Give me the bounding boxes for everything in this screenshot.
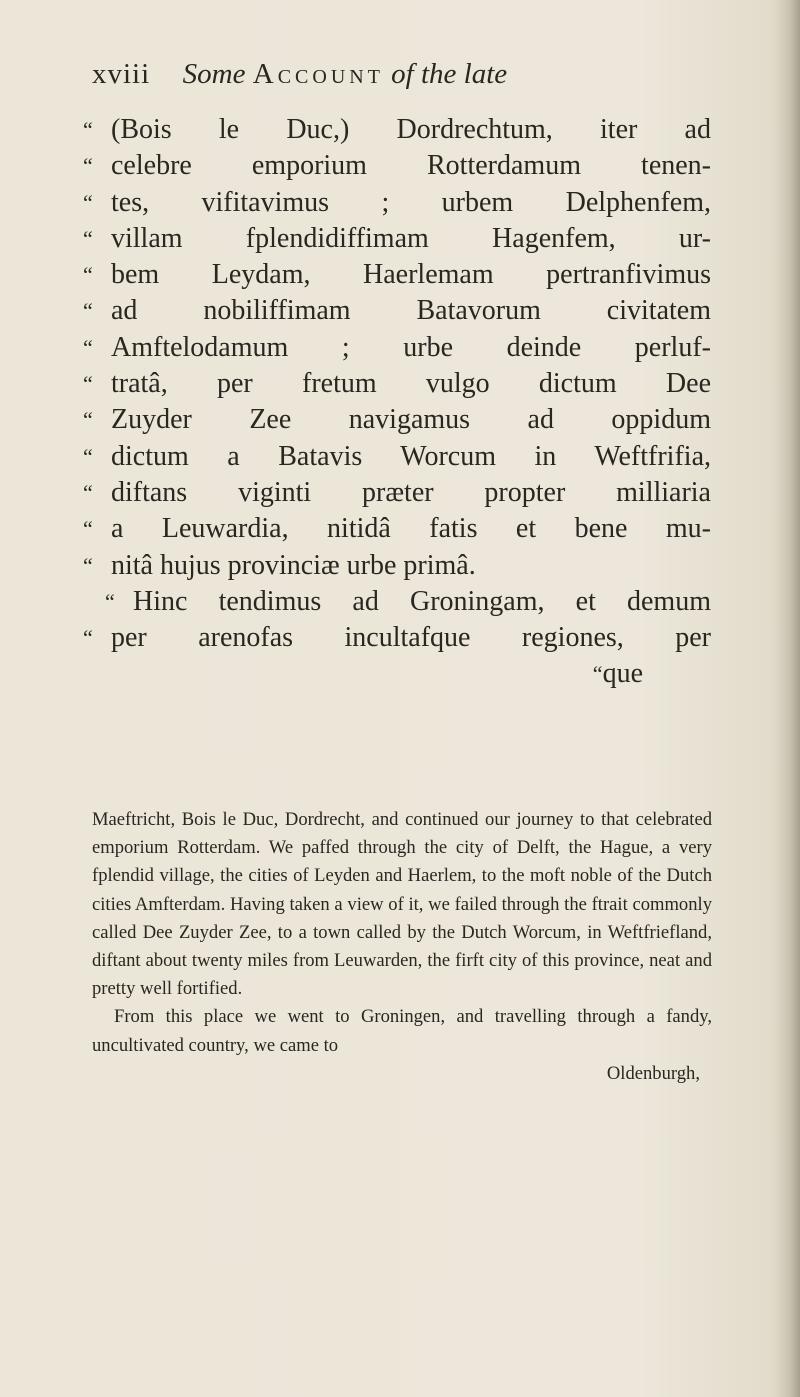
latin-line-text: celebre emporium Rotterdamum tenen-: [111, 150, 711, 182]
latin-line: [83, 148, 723, 184]
quote-mark: “: [83, 516, 93, 542]
latin-catchword-line: [83, 656, 723, 692]
latin-line-text: villam fplendidiffimam Hagenfem, ur-: [111, 222, 711, 254]
latin-line-text: Zuyder Zee navigamus ad oppidum: [111, 404, 711, 436]
latin-line: [83, 439, 723, 475]
quote-mark: “: [83, 117, 93, 142]
latin-line-text: dictum a Batavis Worcum in Weftfrifia,: [111, 440, 711, 472]
quote-mark: “: [83, 298, 93, 324]
latin-line: [83, 293, 723, 329]
quote-mark: “: [105, 588, 115, 614]
latin-line: [83, 511, 723, 547]
latin-line-text: a Leuwardia, nitidâ fatis et bene mu-: [111, 513, 711, 545]
english-paragraph: Maeftricht, Bois le Duc, Dordrecht, and continued our journey to that celebrated emporium Rotterdam. We paffed through the city of Delft, the Hague, a very fplendid village, the cities of Leyden and Haerlem, to the moft noble of the Dutch cities Amfterdam. Having taken a view of it, we failed through the ftrait commonly called Dee Zuyder Zee, to a town called by the Dutch Worcum, in Weftfriefland, diftant about twenty miles from Leuwarden, the firft city of this province, neat and pretty well fortified.: [92, 809, 712, 1000]
latin-line-text: ad nobiliffimam Batavorum civitatem: [111, 295, 711, 327]
quote-mark: “: [83, 625, 93, 651]
english-translation-block: [92, 806, 712, 1088]
latin-line: [83, 548, 723, 584]
latin-line-text: tes, vifitavimus ; urbem Delphenfem,: [111, 186, 711, 218]
quote-mark: “: [83, 407, 93, 433]
latin-line-text: Hinc tendimus ad Groningam, et demum: [133, 585, 711, 617]
latin-line: [83, 221, 723, 257]
quote-mark: “: [83, 262, 93, 288]
latin-line-text: Amftelodamum ; urbe deinde perluf-: [111, 331, 711, 363]
header-title-some: Some: [182, 58, 246, 90]
quote-mark: “: [83, 552, 93, 578]
quote-mark: “: [83, 371, 93, 397]
latin-line-text: diftans viginti prӕter propter milliaria: [111, 476, 711, 508]
latin-line-text: tratâ, per fretum vulgo dictum Dee: [111, 368, 711, 400]
quote-mark: “: [83, 443, 93, 469]
running-header: [92, 58, 732, 98]
quote-mark: “: [83, 225, 93, 251]
quote-mark: “: [83, 189, 93, 215]
latin-line-text: bem Leydam, Haerlemam pertranfivimus: [111, 259, 711, 291]
latin-line: [83, 620, 723, 656]
latin-line: [83, 257, 723, 293]
latin-text-block: [83, 112, 723, 693]
header-title-account: Account: [252, 58, 384, 90]
header-title-rest: of the late: [391, 58, 508, 90]
latin-line: [83, 475, 723, 511]
latin-line: [83, 330, 723, 366]
latin-line: [83, 112, 723, 148]
quote-mark: “: [592, 661, 603, 687]
latin-line: [83, 185, 723, 221]
latin-line-text: nitâ hujus provinciӕ urbe primâ.: [111, 549, 476, 581]
latin-line-text: per arenofas incultafque regiones, per: [111, 622, 711, 654]
latin-line-text: (Bois le Duc,) Dordrechtum, iter ad: [111, 114, 711, 145]
quote-mark: “: [83, 334, 93, 360]
english-paragraph: From this place we went to Groningen, and travelling through a fandy, uncultivated country, we came to: [92, 1006, 712, 1056]
quote-mark: “: [83, 479, 93, 505]
quote-mark: “: [83, 153, 93, 179]
english-catchword: Oldenburgh,: [606, 1062, 700, 1084]
page-number: xviii: [92, 58, 151, 90]
latin-line: [83, 366, 723, 402]
latin-line: [83, 584, 723, 620]
page-edge-shadow: [774, 0, 800, 1397]
latin-line: [83, 402, 723, 438]
latin-catchword: que: [602, 658, 643, 690]
